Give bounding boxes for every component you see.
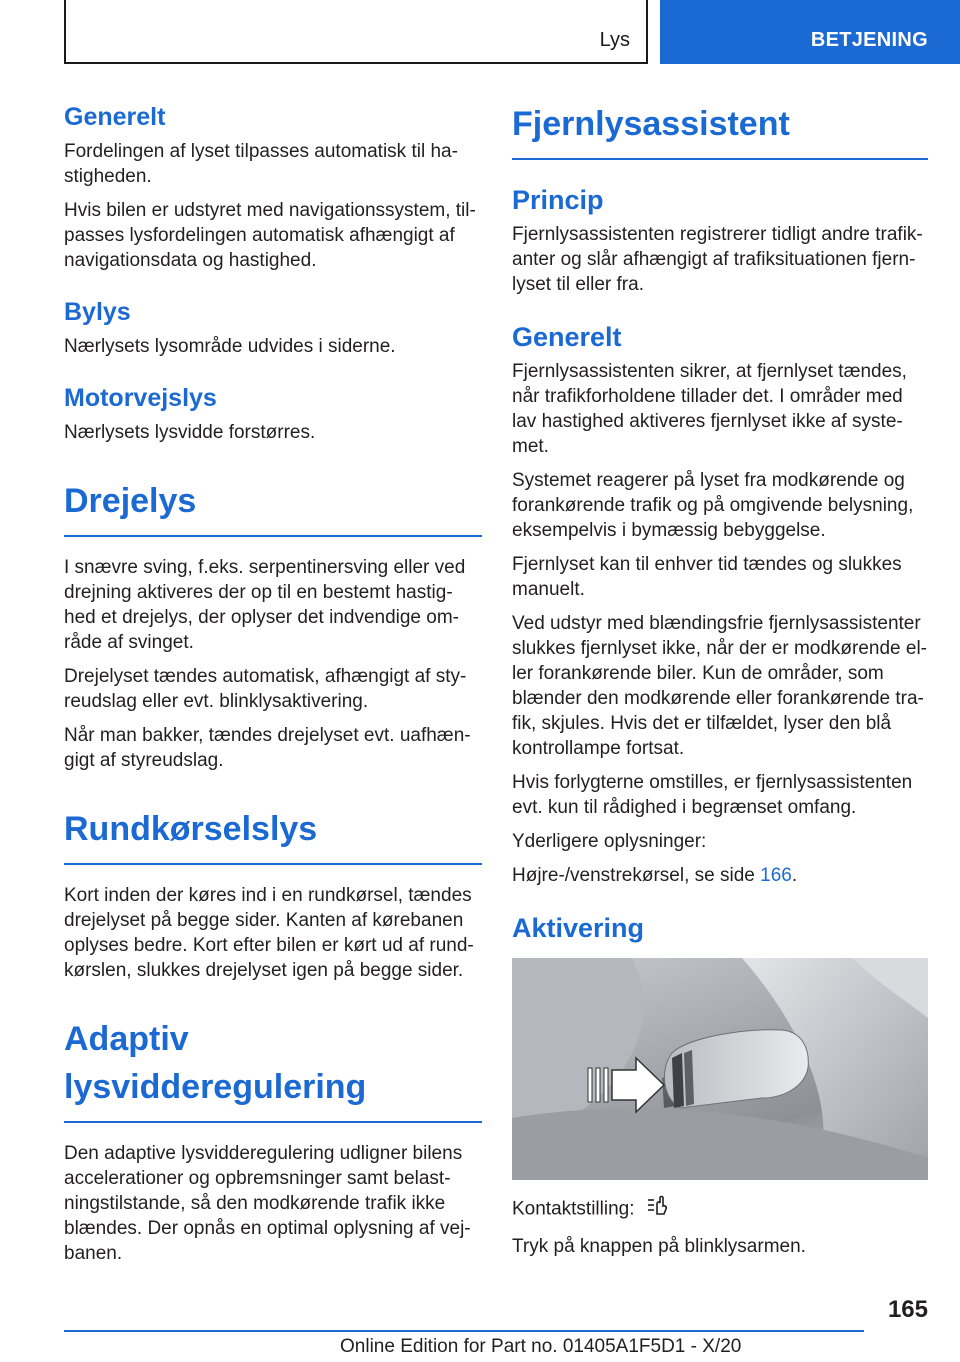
footer-edition: Online Edition for Part no. 01405A1F5D1 - X/20 — [340, 1336, 742, 1357]
heading-motorvejslys: Motorvejslys — [64, 384, 217, 412]
paragraph: Yderligere oplysninger: — [512, 831, 707, 852]
paragraph: Fordelingen af lyset tilpasses automatisk til ha-stigheden. — [64, 141, 458, 187]
cross-reference-text: Højre-/venstrekørsel, se side — [512, 865, 761, 886]
header-chapter-label: BETJENING — [810, 29, 928, 51]
paragraph: Fjernlysassistenten sikrer, at fjernlyset tændes, når trafikforholdene tillader det. I områder med lav hastighed aktiveres fjernlyset ikke af syste-met. — [512, 361, 907, 457]
header-section-box — [64, 0, 648, 64]
footer-divider — [64, 1330, 864, 1332]
paragraph: Tryk på knappen på blinklysarmen. — [512, 1236, 806, 1257]
paragraph: Hvis forlygterne omstilles, er fjernlysassistenten evt. kun til rådighed i begrænset omfang. — [512, 772, 913, 818]
heading-princip: Princip — [512, 185, 604, 215]
heading-generelt-right: Generelt — [512, 322, 622, 352]
paragraph: Systemet reagerer på lyset fra modkørende og forankørende trafik og på omgivende belysning, eksempelvis i bymæssig bebyggelse. — [512, 470, 914, 541]
heading-generelt-left: Generelt — [64, 103, 166, 131]
right-column — [512, 100, 928, 1268]
paragraph: Den adaptive lysvidderegulering udligner bilens accelerationer og opbremsninger samt belast-ningstilstande, så den modkørende trafik ikke blændes. Der opnås en optimal oplysning af vej-banen. — [64, 1143, 471, 1264]
header-chapter-tab[interactable] — [660, 0, 960, 64]
heading-bylys: Bylys — [64, 298, 131, 326]
page-number: 165 — [887, 1296, 928, 1323]
paragraph: Fjernlysassistenten registrerer tidligt andre trafik-anter og slår afhængigt af trafiksituationen fjern-lyset til eller fra. — [512, 224, 923, 295]
left-column — [64, 100, 482, 1275]
heading-drejelys: Drejelys — [64, 477, 482, 537]
paragraph: Drejelyset tændes automatisk, afhængigt af sty-reudslag eller evt. blinklysaktivering. — [64, 666, 467, 712]
page-link-166[interactable]: 166 — [760, 865, 792, 886]
heading-fjernlysassistent: Fjernlysassistent — [512, 100, 928, 160]
contact-position-label: Kontaktstilling: — [512, 1198, 635, 1220]
ignition-on-icon — [646, 1194, 672, 1225]
cross-reference-period: . — [791, 865, 798, 886]
heading-rundkorselslys: Rundkørselslys — [64, 805, 482, 865]
paragraph: Hvis bilen er udstyret med navigationssystem, til-passes lysfordelingen automatisk afhængigt af navigationsdata og hastighed. — [64, 200, 476, 271]
paragraph: Ved udstyr med blændingsfrie fjernlysassistenter slukkes fjernlyset ikke, når der er modkørende el-ler forankørende biler. Kun de områder, som blænder den modkørende eller forankørende tra-fik, skjules. Hvis det er tilfældet, lyser den blå kontrollampe fortsat. — [512, 613, 927, 759]
paragraph: Når man bakker, tændes drejelyset evt. uafhæn-gigt af styreudslag. — [64, 725, 471, 771]
paragraph: Fjernlyset kan til enhver tid tændes og slukkes manuelt. — [512, 554, 902, 600]
paragraph: Nærlysets lysområde udvides i siderne. — [64, 336, 396, 357]
contact-position-line — [512, 1194, 928, 1225]
paragraph: Nærlysets lysvidde forstørres. — [64, 422, 316, 443]
paragraph: Kort inden der køres ind i en rundkørsel, tændes drejelyset på begge sider. Kanten af kørebanen oplyses bedre. Kort efter bilen er kørt ud af rund-kørslen, slukkes drejelyset igen på begge sider. — [64, 885, 474, 981]
paragraph-cross-reference — [512, 863, 928, 888]
heading-adaptiv-lysvidderegulering: Adaptiv lysvidderegulering — [64, 1015, 482, 1123]
header-section-title: Lys — [599, 29, 630, 51]
turn-signal-stalk-illustration — [512, 958, 928, 1180]
paragraph: I snævre sving, f.eks. serpentinersving eller ved drejning aktiveres der op til en bestemt hastig-hed et drejelys, der oplyser det indvendige om-råde af svinget. — [64, 557, 466, 653]
heading-aktivering: Aktivering — [512, 913, 645, 943]
